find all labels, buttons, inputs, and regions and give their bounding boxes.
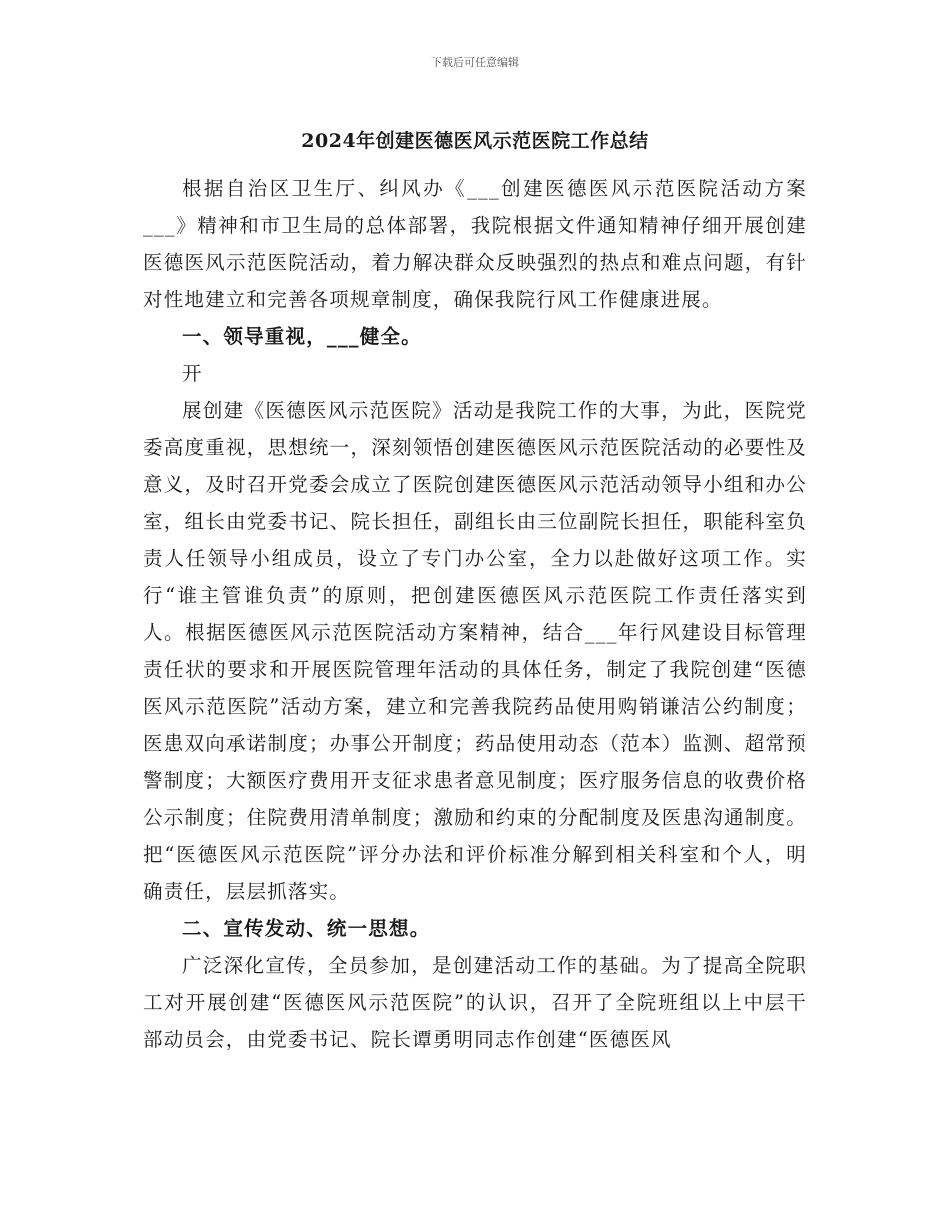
section-1-start-char: 开 [182, 362, 203, 385]
section-heading-1: 一、领导重视，___健全。 [182, 325, 422, 348]
intro-paragraph: 根据自治区卫生厅、纠风办《___创建医德医风示范医院活动方案___》精神和市卫生局的总体部署，我院根据文件通知精神仔细开展创建医德医风示范医院活动，着力解决群众反映强烈的热点和难点问题，有针对性地建立和完善各项规章制度，确保我院行风工作健康进展。 [143, 177, 807, 311]
section-2-paragraph: 广泛深化宣传，全员参加，是创建活动工作的基础。为了提高全院职工对开展创建“医德医风示范医院”的认识，召开了全院班组以上中层干部动员会，由党委书记、院长谭勇明同志作创建“医德医风 [143, 954, 807, 1051]
section-1-paragraph: 展创建《医德医风示范医院》活动是我院工作的大事，为此，医院党委高度重视，思想统一，深刻领悟创建医德医风示范医院活动的必要性及意义，及时召开党委会成立了医院创建医德医风示范活动领导小组和办公室，组长由党委书记、院长担任，副组长由三位副院长担任，职能科室负责人任领导小组成员，设立了专门办公室，全力以赴做好这项工作。实行“谁主管谁负责”的原则，把创建医德医风示范医院工作责任落实到人。根据医德医风示范医院活动方案精神，结合___年行风建设目标管理责任状的要求和开展医院管理年活动的具体任务，制定了我院创建“医德医风示范医院”活动方案，建立和完善我院药品使用购销谦洁公约制度；医患双向承诺制度；办事公开制度；药品使用动态（范本）监测、超常预警制度；大额医疗费用开支征求患者意见制度；医疗服务信息的收费价格公示制度；住院费用清单制度；激励和约束的分配制度及医患沟通制度。把“医德医风示范医院”评分办法和评价标准分解到相关科室和个人，明确责任，层层抓落实。 [143, 399, 807, 903]
document-body [143, 170, 807, 1058]
section-heading-2: 二、宣传发动、统一思想。 [182, 917, 431, 940]
document-title: 2024年创建医德医风示范医院工作总结 [301, 130, 649, 152]
page-header-note: 下载后可任意编辑 [431, 56, 519, 69]
